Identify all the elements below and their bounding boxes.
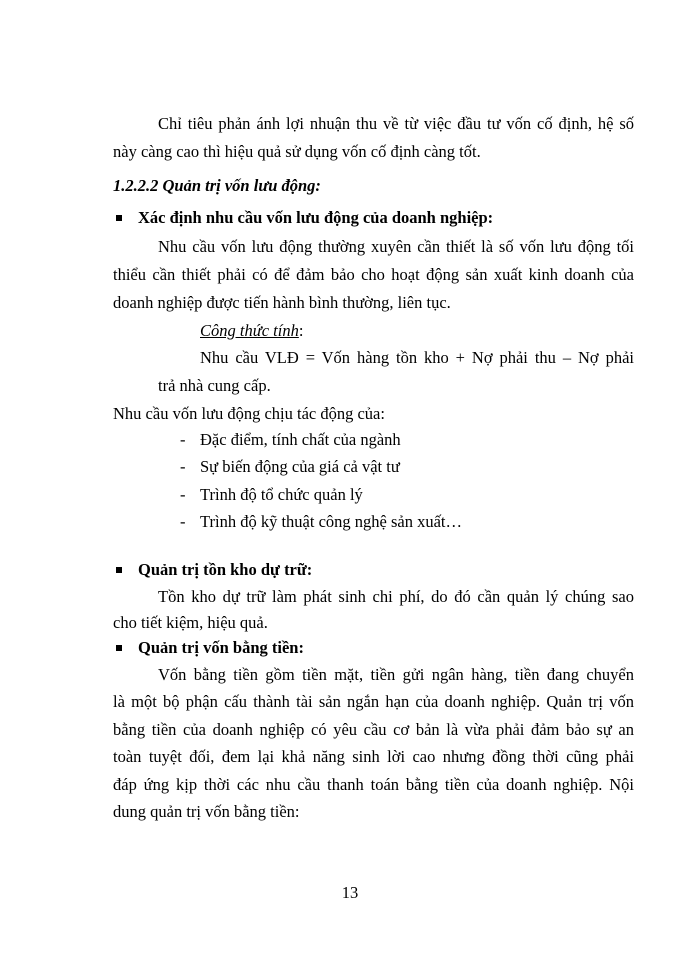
list-item: Đặc điểm, tính chất của ngành bbox=[200, 430, 401, 449]
paragraph-line: này càng cao thì hiệu quả sử dụng vốn cố định càng tốt. bbox=[113, 142, 481, 161]
factors-intro: Nhu cầu vốn lưu động chịu tác động của: bbox=[113, 404, 385, 423]
formula-label-text: Công thức tính bbox=[200, 321, 299, 340]
paragraph-line: cho tiết kiệm, hiệu quả. bbox=[113, 613, 268, 632]
list-item: Trình độ kỹ thuật công nghệ sản xuất… bbox=[200, 512, 462, 531]
paragraph-line: thiểu cần thiết phải có để đảm bảo cho hoạt động sản xuất kinh doanh của bbox=[113, 265, 634, 284]
dash-marker: - bbox=[180, 430, 186, 449]
paragraph-line: Vốn bằng tiền gồm tiền mặt, tiền gửi ngân hàng, tiền đang chuyển bbox=[158, 665, 634, 684]
paragraph-line: đáp ứng kịp thời các nhu cầu thanh toán bằng tiền của doanh nghiệp. Nội bbox=[113, 775, 634, 794]
paragraph-line: Tồn kho dự trữ làm phát sinh chi phí, do đó cần quản lý chúng sao bbox=[158, 587, 634, 606]
paragraph-line: Chỉ tiêu phản ánh lợi nhuận thu về từ việc đầu tư vốn cố định, hệ số bbox=[158, 114, 634, 133]
formula-label-colon: : bbox=[298, 321, 304, 340]
bullet-icon bbox=[116, 645, 122, 651]
formula-line: Nhu cầu VLĐ = Vốn hàng tồn kho + Nợ phải thu – Nợ phải bbox=[200, 348, 634, 367]
bullet-title: Xác định nhu cầu vốn lưu động của doanh nghiệp: bbox=[138, 208, 494, 227]
bullet-icon bbox=[116, 215, 122, 221]
section-heading: 1.2.2.2 Quản trị vốn lưu động: bbox=[113, 176, 321, 195]
dash-marker: - bbox=[180, 485, 186, 504]
paragraph-line: doanh nghiệp được tiến hành bình thường, liên tục. bbox=[113, 293, 451, 312]
page-number: 13 bbox=[341, 883, 359, 902]
list-item: Sự biến động của giá cả vật tư bbox=[200, 457, 400, 476]
paragraph-line: là một bộ phận cấu thành tài sản ngắn hạn của doanh nghiệp. Quản trị vốn bbox=[113, 692, 634, 711]
dash-marker: - bbox=[180, 457, 186, 476]
bullet-title: Quản trị vốn bằng tiền: bbox=[138, 638, 304, 657]
formula-line: trả nhà cung cấp. bbox=[158, 376, 271, 395]
dash-marker: - bbox=[180, 512, 186, 531]
paragraph-line: bằng tiền của doanh nghiệp có yêu cầu cơ bản là vừa phải đảm bảo sự an bbox=[113, 720, 634, 739]
paragraph-line: toàn tuyệt đối, đem lại khả năng sinh lời cao nhưng đồng thời cũng phải bbox=[113, 747, 634, 766]
paragraph-line: dung quản trị vốn bằng tiền: bbox=[113, 802, 300, 821]
formula-label bbox=[200, 320, 303, 342]
list-item: Trình độ tổ chức quản lý bbox=[200, 485, 363, 504]
paragraph-line: Nhu cầu vốn lưu động thường xuyên cần thiết là số vốn lưu động tối bbox=[158, 237, 634, 256]
bullet-icon bbox=[116, 567, 122, 573]
bullet-title: Quản trị tồn kho dự trữ: bbox=[138, 560, 313, 579]
